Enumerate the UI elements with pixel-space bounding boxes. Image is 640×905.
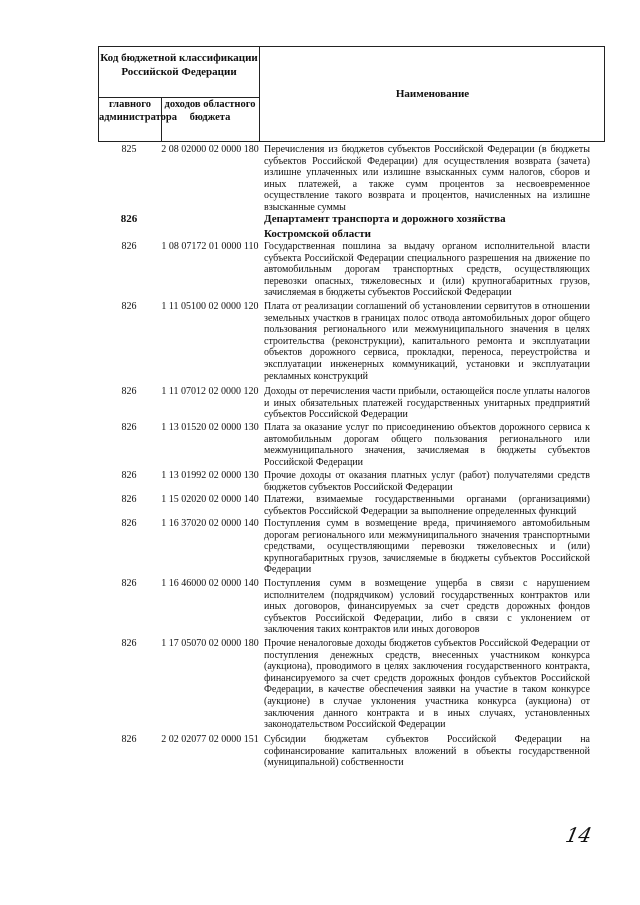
income-code: 1 13 01520 02 0000 130 — [161, 422, 259, 433]
income-code: 1 17 05070 02 0000 180 — [161, 638, 259, 649]
income-code: 1 16 37020 02 0000 140 — [161, 518, 259, 529]
income-code: 2 08 02000 02 0000 180 — [161, 144, 259, 155]
income-code: 1 13 01992 02 0000 130 — [161, 470, 259, 481]
main-admin-code: 826 — [121, 241, 137, 252]
income-name: Перечисления из бюджетов субъектов Российской Федерации (в бюджеты субъектов Российской Федерации) для осуществления возврата (зачета) излишне уплаченных или излишне взысканных сумм налогов, сборов и иных платежей, а также сумм процентов за несвоевременное осуществление такого возврата и процентов, начисленных на излишне взысканные суммы — [264, 144, 590, 213]
page-number: 14 — [563, 823, 595, 847]
main-admin-code: 826 — [121, 578, 137, 589]
main-admin-code: 826 — [121, 494, 137, 505]
main-admin-code: 826 — [121, 470, 137, 481]
income-name: Плата от реализации соглашений об установлении сервитутов в отношении земельных участков в границах полос отвода автомобильных дорог общего пользования регионального или межмуниципального значения в целях строительства (реконструкции), капитального ремонта и эксплуатации объектов дорожного сервиса, прокладки, переноса, переустройства и эксплуатации инженерных коммуникаций, установки и эксплуатации рекламных конструкций — [264, 301, 590, 382]
income-code: 1 11 05100 02 0000 120 — [161, 301, 259, 312]
classification-title: Код бюджетной классификации Российской Федерации — [100, 52, 258, 78]
income-code: 1 16 46000 02 0000 140 — [161, 578, 259, 589]
table-header — [98, 46, 605, 142]
main-admin-code: 826 — [121, 734, 137, 745]
income-name: Доходы от перечисления части прибыли, остающейся после уплаты налогов и иных обязательных платежей государственных унитарных предприятий субъектов Российской Федерации — [264, 386, 590, 421]
main-admin-code: 826 — [121, 638, 137, 649]
income-name: Поступления сумм в возмещение вреда, причиняемого автомобильным дорогам регионального или межмуниципального значения транспортными средствами, осуществляющими перевозки тяжеловесных и (или) крупногабаритных грузов, зачисляемые в бюджеты субъектов Российской Федерации — [264, 518, 590, 576]
main-admin-code: 826 — [120, 213, 138, 225]
income-code: 1 08 07172 01 0000 110 — [161, 241, 259, 252]
main-admin-code: 825 — [121, 144, 137, 155]
col-name-header: Наименование — [395, 88, 470, 100]
income-name: Прочие неналоговые доходы бюджетов субъектов Российской Федерации от поступления денежных средств, внесенных участником конкурса (аукциона), проводимого в целях заключения государственного контракта, финансируемого за счет средств дорожных фондов субъектов Российской Федерации, в качестве обеспечения заявки на участие в таком конкурсе (аукционе) в случае уклонения участника конкурса (аукциона) от заключения данного контракта и в иных случаях, установленных законодательством Российской Федерации — [264, 638, 590, 731]
main-admin-code: 826 — [121, 518, 137, 529]
income-code: 2 02 02077 02 0000 151 — [161, 734, 259, 745]
col-income-header: доходов областного бюджета — [164, 99, 256, 123]
income-code: 1 11 07012 02 0000 120 — [161, 386, 259, 397]
main-admin-code: 826 — [121, 422, 137, 433]
income-name: Прочие доходы от оказания платных услуг (работ) получателями средств бюджетов субъектов Российской Федерации — [264, 470, 590, 493]
income-name: Субсидии бюджетам субъектов Российской Федерации на софинансирование капитальных вложений в объекты государственной (муниципальной) собственности — [264, 734, 590, 769]
income-name: Плата за оказание услуг по присоединению объектов дорожного сервиса к автомобильным дорогам общего пользования регионального или межмуниципального значения, зачисляемая в бюджеты субъектов Российской Федерации — [264, 422, 590, 468]
department-name: Департамент транспорта и дорожного хозяйства Костромской области — [264, 213, 506, 240]
income-name: Государственная пошлина за выдачу органом исполнительной власти субъекта Российской Федерации специального разрешения на движение по автомобильным дорогам транспортных средств, осуществляющих перевозки опасных, тяжеловесных и (или) крупногабаритных грузов, зачисляемая в бюджеты субъектов Российской Федерации — [264, 241, 590, 299]
income-name: Поступления сумм в возмещение ущерба в связи с нарушением исполнителем (подрядчиком) условий государственных контрактов или иных договоров, финансируемых за счет средств дорожных фондов субъектов Российской Федерации, либо в связи с уклонением от заключения таких контрактов или иных договоров — [264, 578, 590, 636]
col-main-header: главного администратора — [99, 99, 177, 123]
main-admin-code: 826 — [121, 386, 137, 397]
main-admin-code: 826 — [121, 301, 137, 312]
income-code: 1 15 02020 02 0000 140 — [161, 494, 259, 505]
income-name: Платежи, взимаемые государственными органами (организациями) субъектов Российской Федерации за выполнение определенных функций — [264, 494, 590, 517]
